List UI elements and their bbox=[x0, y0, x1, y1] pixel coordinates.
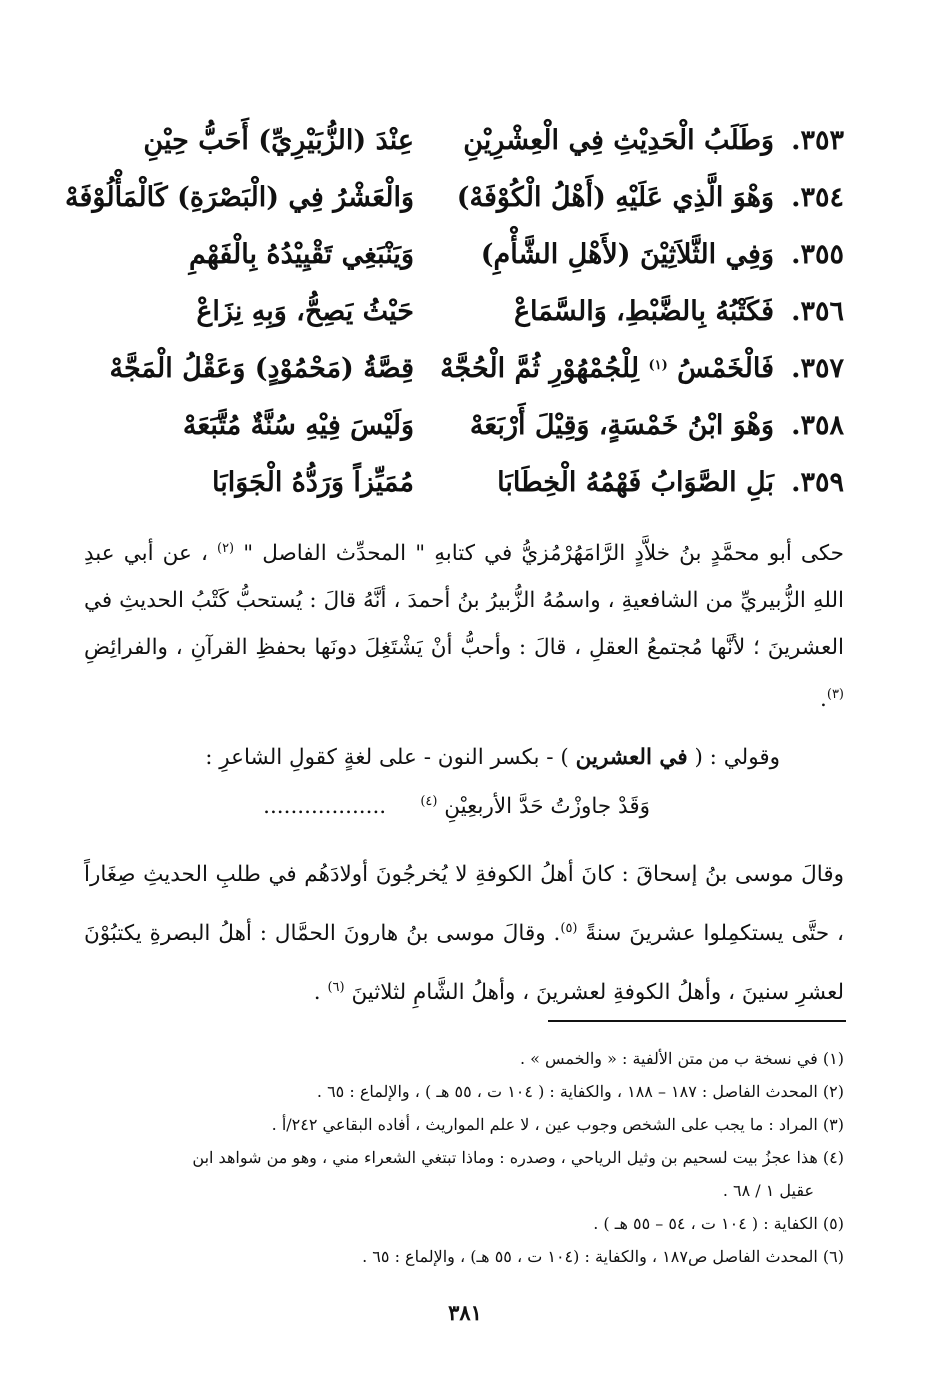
verse-row bbox=[65, 169, 844, 226]
verse-row bbox=[84, 340, 844, 397]
first-hemistich: وَهْوَ الَّذِي عَلَيْهِ (أَهْلُ الْكُوْفَهْ) bbox=[456, 182, 774, 213]
verse-row bbox=[84, 283, 844, 340]
verse-number: ٣٥٥. bbox=[791, 239, 844, 270]
verse-row bbox=[84, 454, 844, 511]
first-hemistich: فَكَتْبُهُ بِالضَّبْطِ، وَالسَّمَاعْ bbox=[513, 296, 774, 327]
cited-hemistich: وَقَدْ جاوزْتُ حَدَّ الأربعِيْنِ bbox=[444, 794, 650, 819]
footnote-marker: (١) bbox=[648, 358, 668, 373]
footnote-marker: (٢) bbox=[216, 541, 235, 556]
verse-number: ٣٥٩. bbox=[791, 467, 844, 498]
footnote: (٢) المحدث الفاصل : ١٨٧ – ١٨٨ ، والكفاية : ( ١٠٤ ت ، ٥٥ هـ ) ، والإلماع : ٦٥ . bbox=[316, 1082, 844, 1101]
footnotes bbox=[84, 1042, 844, 1273]
first-hemistich: بَلِ الصَّوَابُ فَهْمُهُ الْخِطَابَا bbox=[497, 467, 774, 498]
second-hemistich: حَيْثُ يَصِحُّ، وَبِهِ نِزَاعْ bbox=[196, 296, 414, 327]
footnote: (٤) هذا عجزُ بيت لسحيم بن وثيل الرياحي ، وصدره : وماذا تبتغي الشعراء مني ، وهو من شواهد ابن bbox=[192, 1148, 844, 1167]
second-hemistich: وَلَيْسَ فِيْهِ سُنَّةٌ مُتَّبَعَهْ bbox=[182, 410, 414, 441]
quoted-term: في العشرين bbox=[575, 745, 688, 770]
first-hemistich: وَفِي الثَّلاَثِيْنَ (لأَهْلِ الشَّأْمِ) bbox=[480, 239, 774, 270]
second-hemistich: مُمَيِّزاً وَرَدُّهُ الْجَوَابَا bbox=[211, 467, 414, 498]
footnote: (٣) المراد : ما يجب على الشخص وجوب عين ، لا علم المواريث ، أفاده البقاعي ٢٤٢/أ . bbox=[271, 1115, 844, 1134]
footnote-marker: (٦) bbox=[327, 980, 345, 995]
first-hemistich: وَطَلَبُ الْحَدِيْثِ فِي الْعِشْرِيْنِ bbox=[463, 125, 774, 156]
footnote-continuation: عقيل ١ / ٦٨ . bbox=[722, 1181, 814, 1200]
verse-number: ٣٥٨. bbox=[791, 410, 844, 441]
footnote-marker: (٥) bbox=[560, 921, 578, 936]
verse-number: ٣٥٦. bbox=[791, 296, 844, 327]
first-hemistich: فَالْخَمْسُ $^{(١)}$ لِلْجُمْهُوْرِ ثُمَّ الْحُجَّهْ bbox=[440, 353, 774, 384]
verse-number: ٣٥٧. bbox=[791, 353, 844, 384]
poetry-citation: وقولي : ( في العشرين ) - بكسر النون - على لغةٍ كقولِ الشاعرِ : وَقَدْ جاوزْتُ حَدَّ الأربعِيْنِ $^{(٤)}$ .................. bbox=[205, 745, 780, 819]
omitted-hemistich-dots: .................. bbox=[263, 794, 387, 819]
footnote-marker: (٣) bbox=[826, 687, 844, 702]
commentary-paragraph-1: حكى أبو محمَّدٍ بنُ خلاَّدٍ الرَّامَهُرْمُزيُّ في كتابهِ " المحدِّث الفاصل " $^{(٢)}$ ، عن أبي عبدِ اللهِ الزُّبيريِّ من الشافعيةِ ، واسمُهُ الزُّبيرُ بنُ أحمدَ ، أنَّهُ قالَ : يُستحبُّ كَتْبُ الحديثِ في العشرينَ ؛ لأنَّها مُجتمعُ العقلِ ، قالَ : وأحبُّ أنْ يَشْتَغِلَ دونَها بحفظِ القرآنِ ، والفرائِضِ $^{(٣)}$. bbox=[84, 541, 844, 712]
second-hemistich: وَالْعَشْرُ فِي (الْبَصْرَةِ) كَالْمَأْلُوْفَهْ bbox=[65, 182, 414, 213]
second-hemistich: وَيَنْبَغِي تَقْيِيْدُهُ بِالْفَهْمِ bbox=[188, 239, 414, 270]
verse-row bbox=[84, 397, 844, 454]
verse-row bbox=[84, 226, 844, 283]
second-hemistich: عِنْدَ (الزُّبَيْرِيِّ) أَحَبُّ حِيْنِ bbox=[143, 125, 414, 156]
second-hemistich: قِصَّةُ (مَحْمُوْدٍ) وَعَقْلُ الْمَجَّهْ bbox=[109, 353, 414, 384]
verse-block bbox=[65, 112, 844, 511]
footnote: (٦) المحدث الفاصل ص١٨٧ ، والكفاية : (١٠٤ ت ، ٥٥ هـ) ، والإلماع : ٦٥ . bbox=[362, 1247, 844, 1266]
footnote-marker: (٤) bbox=[420, 794, 438, 809]
footnote: (١) في نسخة ب من متن الألفية : « والخمس » . bbox=[519, 1049, 844, 1068]
verse-number: ٣٥٤. bbox=[791, 182, 844, 213]
page-number: ٣٨١ bbox=[448, 1300, 482, 1325]
verse-row bbox=[84, 112, 844, 169]
footnote-separator bbox=[548, 1020, 846, 1022]
commentary-paragraph-2: وقالَ موسى بنُ إسحاقَ : كانَ أهلُ الكوفةِ لا يُخرجُونَ أولادَهُم في طلبِ الحديثِ صِغَاراً ، حتَّى يستكمِلوا عشرينَ سنةً $^{(٥)}$. وقالَ موسى بنُ هارونَ الحمَّال : أهلُ البصرةِ يكتبُوْنَ لعشرِ سنينَ ، وأهلُ الكوفةِ لعشرينَ ، وأهلُ الشَّامِ لثلاثينَ $^{(٦)}$ . bbox=[84, 862, 844, 1005]
verse-number: ٣٥٣. bbox=[791, 125, 844, 156]
footnote: (٥) الكفاية : ( ١٠٤ ت ، ٥٤ – ٥٥ هـ ) . bbox=[593, 1214, 844, 1233]
first-hemistich: وَهْوَ ابْنُ خَمْسَةٍ، وَقِيْلَ أَرْبَعَهْ bbox=[469, 410, 774, 441]
